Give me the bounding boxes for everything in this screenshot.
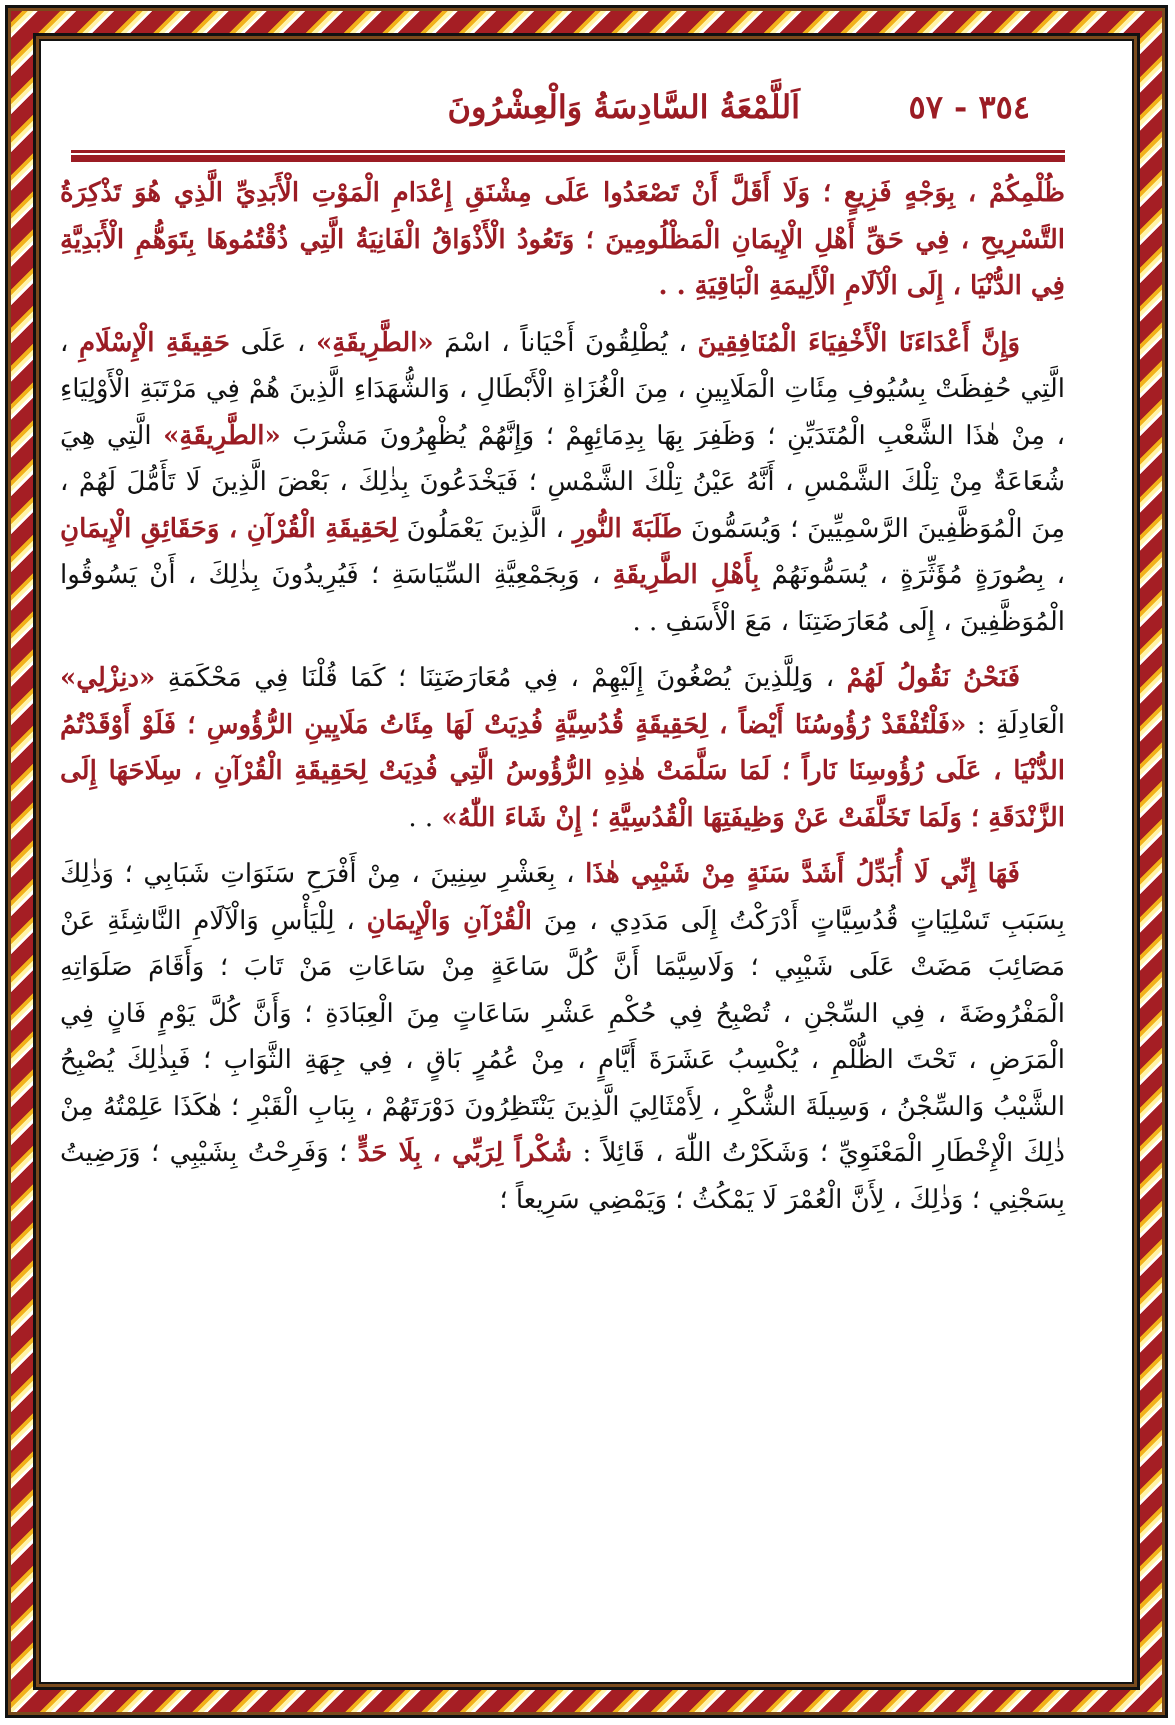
highlighted-phrase: فَنَحْنُ نَقُولُ لَهُمْ [846,663,1021,693]
header-rule-thick [71,155,1065,162]
paragraph [60,851,1065,1223]
highlighted-phrase: الْقُرْآنِ وَالْإِيمَانِ [366,905,532,936]
text-run: ، يُطْلِقُونَ أَحْيَاناً ، اسْمَ [433,327,698,358]
highlighted-phrase: ظُلْمِكُمْ ، بِوَجْهٍ فَزِيعٍ ؛ وَلَا أَقَلَّ أَنْ تَصْعَدُوا عَلَى مِشْنَقِ إِعْدَامِ الْمَوْتِ الْأَبَدِيِّ الَّذِي هُوَ تَذْكِرَةُ التَّسْرِيحِ ، فِي حَقِّ أَهْلِ الْإِيمَانِ الْمَظْلُومِينَ ؛ وَتَعُودُ الْأَذْوَاقُ الْفَانِيَةُ الَّتِي ذُقْتُمُوهَا بِتَوَهُّمِ الْأَبَدِيَّةِ فِي الدُّنْيَا ، إِلَى الْآلَامِ الْأَلِيمَةِ الْبَاقِيَةِ . . [60,178,1065,301]
page-header [70,88,1070,138]
text-run: ؛ وَفَرِحْتُ بِشَيْبِي ؛ وَرَضِيتُ بِسَجْنِي ؛ وَذٰلِكَ ، لِأَنَّ الْعُمْرَ لَا يَمْكُثُ ؛ وَيَمْضِي سَرِيعاً ؛ [60,1138,1065,1215]
text-run: ، الَّتِي حُفِظَتْ بِسُيُوفِ مِئَاتِ الْمَلَايِينِ ، مِنَ الْغُزَاةِ الْأَبْطَالِ ، وَالشُّهَدَاءِ الَّذِينَ هُمْ فِي مَرْتَبَةِ الْأَوْلِيَاءِ ، مِنْ هٰذَا الشَّعْبِ الْمُتَدَيِّنِ ؛ وَظَفِرَ بِهَا بِدِمَائِهِمْ ؛ وَإِنَّهُمْ يُظْهِرُونَ مَشْرَبَ [60,327,1065,451]
highlighted-phrase: «فَلْتُفْقَدْ رُؤُوسُنَا أَيْضاً ، لِحَقِيقَةٍ قُدُسِيَّةٍ فُدِيَتْ لَهَا مِئَاتُ مَلَايِينِ الرُّؤُوسِ ؛ فَلَوْ أَوْقَدْتُمُ الدُّنْيَا ، عَلَى رُؤُوسِنَا نَاراً ؛ لَمَا سَلَّمَتْ هٰذِهِ الرُّؤُوسُ الَّتِي فُدِيَتْ لِحَقِيقَةِ الْقُرْآنِ ، سِلَاحَهَا إِلَى الزَّنْدَقَةِ ؛ وَلَمَا تَخَلَّفَتْ عَنْ وَظِيفَتِهَا الْقُدُسِيَّةِ ؛ إِنْ شَاءَ اللّٰهُ» [60,709,1065,833]
highlighted-phrase: حَقِيقَةِ الْإِسْلَامِ [79,327,231,358]
text-run: ، بِصُورَةٍ مُؤَثِّرَةٍ ، يُسَمُّونَهُمْ [759,560,1065,590]
highlighted-phrase: وَإِنَّ أَعْدَاءَنَا الْأَخْفِيَاءَ الْمُنَافِقِينَ [697,327,1020,358]
text-run: . . [408,802,442,833]
text-run: ، وَبِجَمْعِيَّةِ السِّيَاسَةِ ؛ فَيُرِيدُونَ بِذٰلِكَ ، أَنْ يَسُوقُوا الْمُوَظَّفِينَ ، إِلَى مُعَارَضَتِنَا ، مَعَ الْأَسَفِ . . [60,560,1065,637]
page-number: ٣٥٤ - ٥٧ [908,88,1030,126]
text-run: ، لِلْيَأْسِ وَالْآلَامِ النَّاشِئَةِ عَنْ مَصَائِبَ مَضَتْ عَلَى شَيْبِي ؛ وَلَاسِيَّمَا أَنَّ كُلَّ سَاعَةٍ مِنْ سَاعَاتِ مَنْ تَابَ ؛ وَأَقَامَ صَلَوَاتِهِ الْمَفْرُوضَةَ ، فِي السِّجْنِ ، تُصْبِحُ فِي حُكْمِ عَشْرِ سَاعَاتٍ مِنَ الْعِبَادَةِ ؛ وَأَنَّ كُلَّ يَوْمٍ فَانٍ فِي الْمَرَضِ ، تَحْتَ الظُّلْمِ ، يُكْسِبُ عَشَرَةَ أَيَّامٍ ، مِنْ عُمُرٍ بَاقٍ ، فِي جِهَةِ الثَّوَابِ ؛ فَبِذٰلِكَ يُصْبِحُ الشَّيْبُ وَالسِّجْنُ ، وَسِيلَةَ الشُّكْرِ ، لِأَمْثَالِيَ الَّذِينَ يَنْتَظِرُونَ دَوْرَتَهُمْ ، بِبَابِ الْقَبْرِ ؛ هٰكَذَا عَلِمْتُهُ مِنْ ذٰلِكَ الْإِخْطَارِ الْمَعْنَوِيِّ ؛ وَشَكَرْتُ اللّٰهَ ، قَائِلاً : [60,905,1065,1168]
highlighted-phrase: «دنِزْلِي» [60,663,156,693]
body-text [60,170,1065,1233]
highlighted-phrase: لِحَقِيقَةِ الْقُرْآنِ ، وَحَقَائِقِ الْإِيمَانِ [60,513,398,544]
text-run: ، وَلِلَّذِينَ يُصْغُونَ إِلَيْهِمْ ، فِي مُعَارَضَتِنَا ؛ كَمَا قُلْنَا فِي مَحْكَمَةِ [155,663,847,693]
text-run: ، عَلَى [230,327,317,358]
highlighted-phrase: «الطَّرِيقَةِ» [163,420,281,451]
highlighted-phrase: «الطَّرِيقَةِ» [316,327,434,358]
text-run: الَّتِي هِيَ شُعَاعَةٌ مِنْ تِلْكَ الشَّمْسِ ، أَنَّهُ عَيْنُ تِلْكَ الشَّمْسِ ؛ فَيَخْدَعُونَ بِذٰلِكَ ، بَعْضَ الَّذِينَ لَا تَأَمُّلَ لَهُمْ ، مِنَ الْمُوَظَّفِينَ الرَّسْمِيِّينَ ؛ وَيُسَمُّونَ [60,420,1066,544]
highlighted-phrase: بِأَهْلِ الطَّرِيقَةِ [612,560,760,590]
paragraph [60,655,1065,841]
paragraph [60,320,1065,646]
highlighted-phrase: فَهَا إِنِّي لَا أُبَدِّلُ أَشَدَّ سَنَةٍ مِنْ شَيْبِي هٰذَا [585,859,1020,889]
highlighted-phrase: طَلَبَةَ النُّورِ [572,513,683,544]
text-run: ، بِعَشْرِ سِنِينَ ، مِنْ أَفْرَحِ سَنَوَاتِ شَبَابِي ؛ وَذٰلِكَ بِسَبَبِ تَسْلِيَاتٍ قُدُسِيَّاتٍ أَدْرَكْتُ إِلَى مَدَدِي ، مِنَ [60,859,1065,936]
paragraph [60,170,1065,310]
header-rule-thin [71,150,1065,153]
text-run: ، الَّذِينَ يَعْمَلُونَ [397,513,573,544]
text-run: الْعَادِلَةِ : [966,709,1065,740]
chapter-title: اَللَّمْعَةُ السَّادِسَةُ وَالْعِشْرُونَ [447,88,800,126]
highlighted-phrase: شُكْراً لِرَبِّي ، بِلَا حَدٍّ [357,1138,573,1168]
